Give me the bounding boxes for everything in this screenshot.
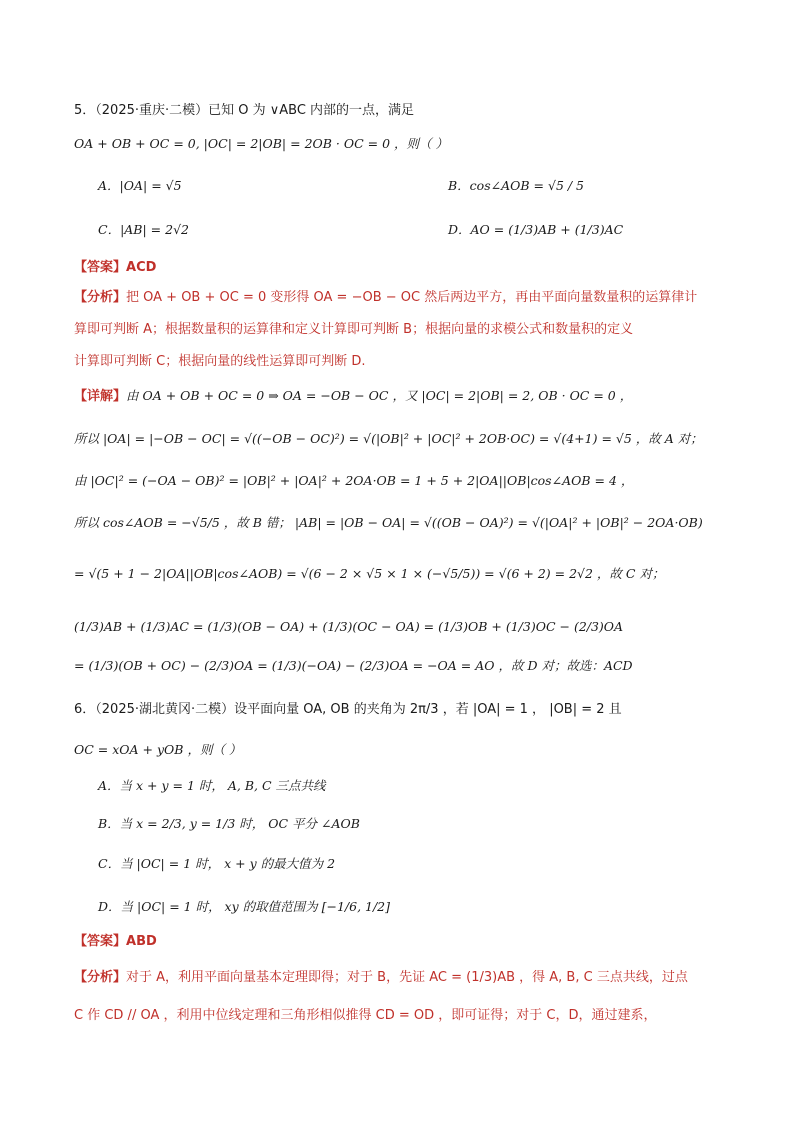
q5-detail-5: = √(5 + 1 − 2|OA||OB|cos∠AOB) = √(6 − 2 × √5 × 1 × (−√5/5)) = √(6 + 2) = 2√2 ，故 C 对；: [74, 566, 665, 581]
q5-analysis-3: 计算即可判断 C；根据向量的线性运算即可判断 D.: [74, 354, 366, 369]
q5-detail-6: (1/3)AB + (1/3)AC = (1/3)(OB − OA) + (1/3)(OC − OA) = (1/3)OB + (1/3)OC − (2/3)OA: [74, 619, 624, 634]
q6-option-c: C．当 |OC| = 1 时， x + y 的最大值为 2: [98, 856, 336, 871]
q6-condition: OC = xOA + yOB ，则（ ）: [74, 742, 242, 757]
q6-option-a: A．当 x + y = 1 时， A, B, C 三点共线: [98, 778, 326, 793]
q6-answer: [74, 932, 157, 952]
q5-detail-4: 所以 cos∠AOB = −√5/5 ，故 B 错； |AB| = |OB − OA| = √((OB − OA)²) = √(|OA|² + |OB|² − 2OA·OB): [74, 515, 703, 530]
answer-label: 【答案】: [74, 260, 127, 275]
q5-options-row-1: [98, 176, 585, 197]
q5-analysis-2: 算即可判断 A；根据数量积的运算律和定义计算即可判断 B；根据向量的求模公式和数量积的定义: [74, 322, 634, 337]
answer-label: 【答案】: [74, 934, 127, 949]
analysis-label: 【分析】: [74, 290, 127, 305]
q6-option-b: B．当 x = 2/3, y = 1/3 时， OC 平分 ∠AOB: [98, 816, 360, 831]
q5-answer: [74, 258, 156, 278]
q5-header: 5．（2025·重庆·二模）已知 O 为 ∨ABC 内部的一点，满足: [74, 103, 415, 118]
detail-label: 【详解】: [74, 389, 127, 404]
q5-option-c: C．|AB| = 2√2: [98, 222, 189, 237]
q6-analysis-1: 【分析】对于 A，利用平面向量基本定理即得；对于 B，先证 AC = (1/3)AB ，得 A, B, C 三点共线，过点: [74, 970, 688, 985]
q5-analysis-1: 【分析】把 OA + OB + OC = 0 变形得 OA = −OB − OC 然后两边平方，再由平面向量数量积的运算律计: [74, 290, 698, 305]
q5-option-a: A．|OA| = √5: [98, 178, 182, 193]
q5-detail-3: 由 |OC|² = (−OA − OB)² = |OB|² + |OA|² + 2OA·OB = 1 + 5 + 2|OA||OB|cos∠AOB = 4 ，: [74, 473, 634, 488]
q5-option-d: D．AO = (1/3)AB + (1/3)AC: [448, 222, 624, 237]
answer-value: ACD: [126, 260, 157, 275]
q6-option-d: D．当 |OC| = 1 时， xy 的取值范围为 [−1/6, 1/2]: [98, 899, 391, 914]
q5-detail-2: 所以 |OA| = |−OB − OC| = √((−OB − OC)²) = √(|OB|² + |OC|² + 2OB·OC) = √(4+1) = √5 ，故 A 对；: [74, 431, 703, 446]
analysis-label: 【分析】: [74, 970, 127, 985]
q5-options-row-2: [98, 220, 624, 241]
q6-header: 6．（2025·湖北黄冈·二模）设平面向量 OA, OB 的夹角为 2π/3 ，若 |OA| = 1 ， |OB| = 2 且: [74, 702, 622, 717]
q5-condition: OA + OB + OC = 0, |OC| = 2|OB| = 2OB · OC = 0 ，则（ ）: [74, 136, 449, 151]
q5-option-b: B．cos∠AOB = √5 / 5: [448, 178, 585, 193]
answer-value: ABD: [126, 934, 157, 949]
q6-analysis-2: C 作 CD // OA ，利用中位线定理和三角形相似推得 CD = OD ，即可证得；对于 C，D，通过建系，: [74, 1008, 657, 1023]
q5-detail-7: = (1/3)(OB + OC) − (2/3)OA = (1/3)(−OA) − (2/3)OA = −OA = AO ，故 D 对；故选：ACD: [74, 658, 633, 673]
q5-detail-1: 【详解】由 OA + OB + OC = 0 ⇒ OA = −OB − OC ，又 |OC| = 2|OB| = 2, OB · OC = 0 ，: [74, 388, 633, 404]
